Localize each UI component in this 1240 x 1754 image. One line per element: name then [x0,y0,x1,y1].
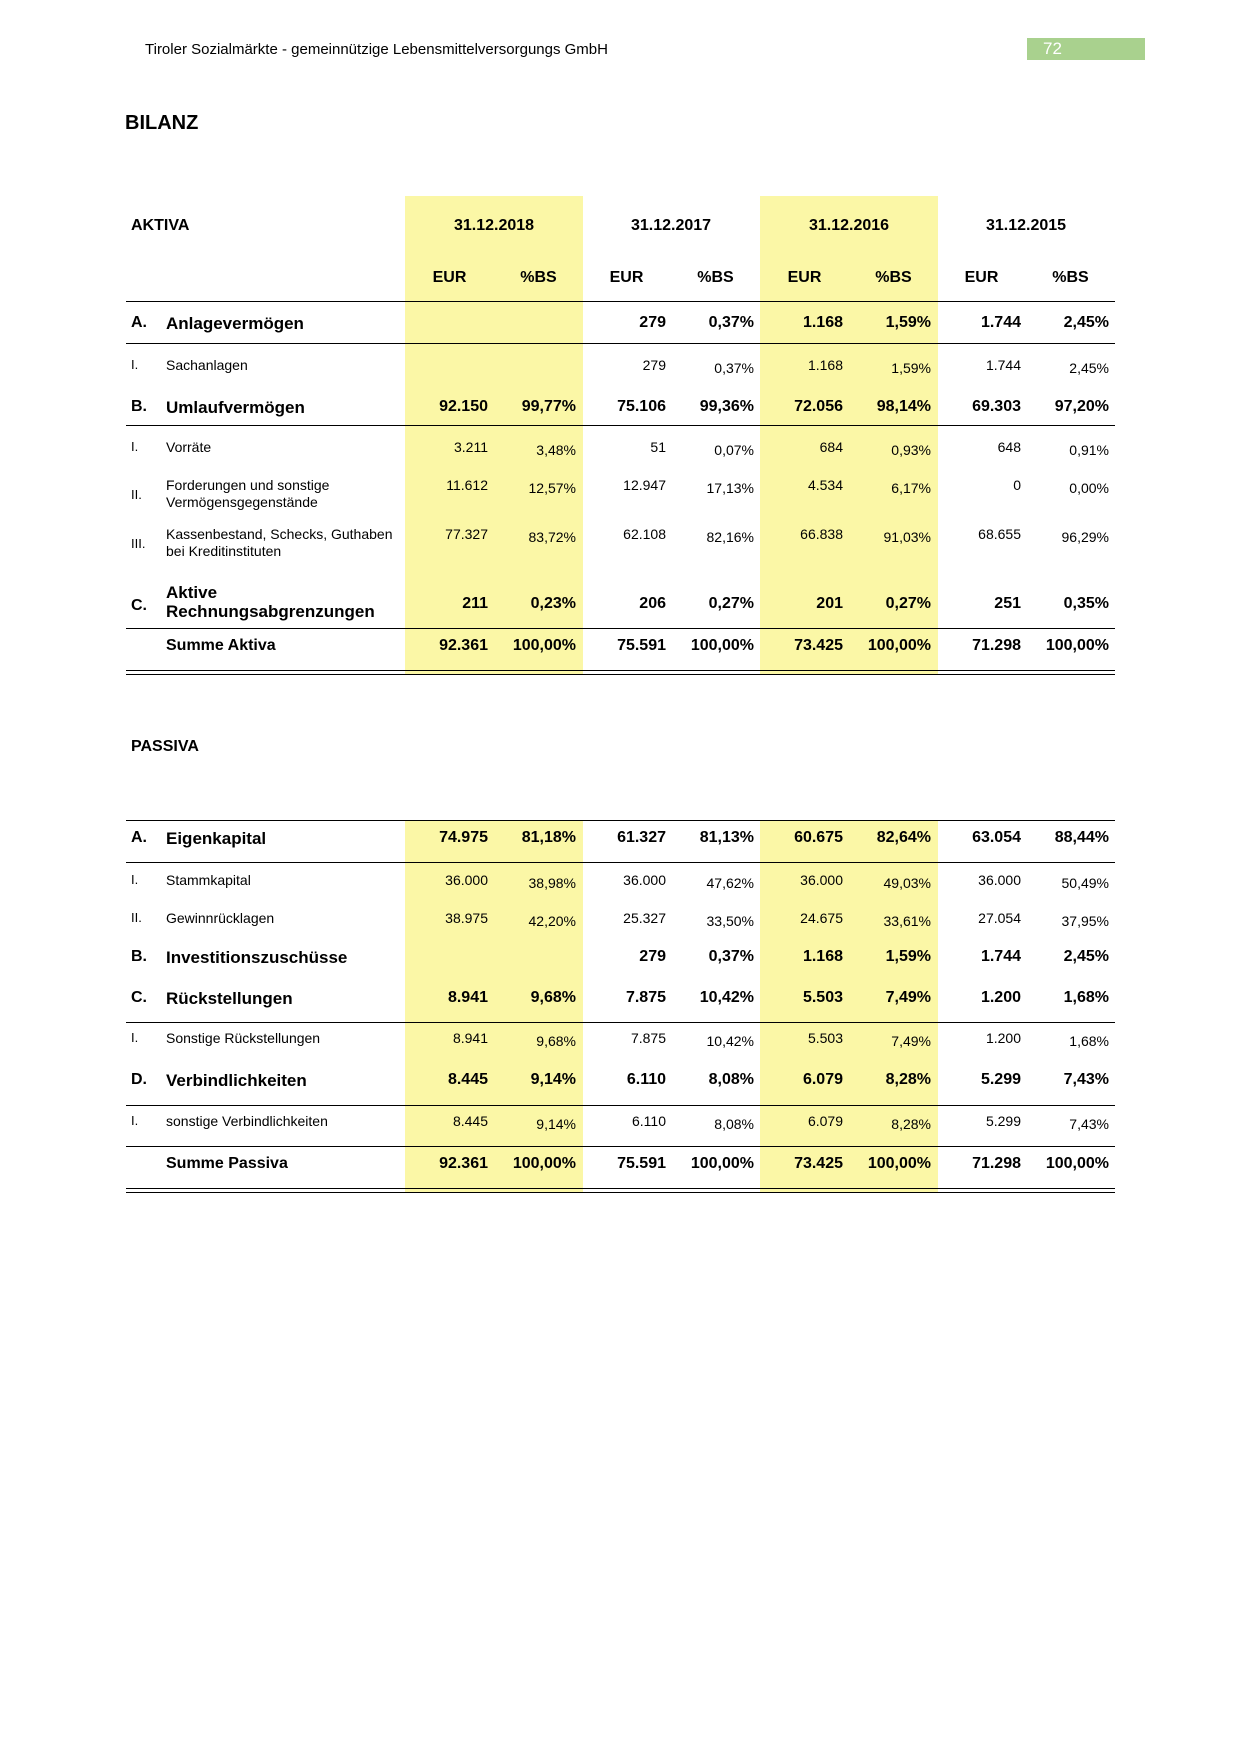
row-label: Anlagevermögen [166,314,304,333]
value-cell-eur: 36.000 [800,872,843,888]
value-cell-eur: 0 [1013,477,1021,493]
value-cell-percent: 0,37% [714,360,754,376]
row-label-line: Aktive [166,583,218,602]
value-cell-percent: 10,42% [699,989,754,1006]
value-cell-percent: 49,03% [883,875,931,891]
value-cell-percent: 12,57% [528,480,576,496]
value-cell-percent: 2,45% [1063,314,1109,331]
value-cell-percent: 81,18% [521,829,576,846]
value-cell-eur: 75.106 [617,398,666,415]
value-cell-percent: 38,98% [528,875,576,891]
row-number: II. [131,487,142,502]
value-cell-percent: 0,35% [1063,595,1109,612]
value-cell-percent: 37,95% [1061,913,1109,929]
table-double-rule [126,670,1115,675]
value-cell-eur: 5.503 [802,989,843,1006]
value-cell-percent: 99,77% [521,398,576,415]
row-label: Summe Passiva [166,1155,288,1172]
value-cell-eur: 8.941 [452,1030,488,1046]
value-cell-percent: 9,14% [530,1071,576,1088]
value-cell-percent: 100,00% [512,1155,576,1172]
value-cell-percent: 0,37% [708,948,754,965]
value-cell-percent: 0,27% [708,595,754,612]
value-cell-percent: 1,59% [885,314,931,331]
value-cell-percent: 0,00% [1069,480,1109,496]
value-cell-eur: 51 [650,439,666,455]
value-cell-eur: 72.056 [794,398,843,415]
table-rule [126,628,1115,629]
aktiva-row [0,637,1240,667]
row-label-line: Vermögensgegenstände [166,494,318,510]
table-double-rule [126,1188,1115,1193]
value-cell-percent: 8,08% [714,1116,754,1132]
value-cell-eur: 7.875 [630,1030,666,1046]
passiva-row [0,910,1240,940]
value-cell-eur: 8.941 [447,989,488,1006]
value-cell-eur: 60.675 [794,829,843,846]
passiva-row [0,829,1240,859]
passiva-row [0,989,1240,1019]
value-cell-eur: 5.299 [985,1113,1021,1129]
row-number: III. [131,536,146,551]
value-cell-percent: 8,28% [891,1116,931,1132]
table-rule [126,820,1115,821]
value-cell-eur: 7.875 [625,989,666,1006]
value-cell-percent: 3,48% [536,442,576,458]
column-header-pct: %BS [1052,269,1089,286]
column-header-eur: EUR [432,269,467,286]
passiva-row [0,1155,1240,1185]
value-cell-eur: 211 [462,595,488,612]
value-cell-eur: 71.298 [972,637,1021,654]
value-cell-eur: 251 [994,595,1021,612]
value-cell-percent: 7,49% [891,1033,931,1049]
table-rule [126,301,1115,302]
page-title: BILANZ [125,112,199,134]
value-cell-eur: 1.744 [985,357,1021,373]
value-cell-eur: 4.534 [807,477,843,493]
value-cell-percent: 98,14% [876,398,931,415]
value-cell-eur: 62.108 [623,526,666,542]
value-cell-eur: 92.150 [439,398,488,415]
row-number: I. [131,1113,139,1128]
row-label: Stammkapital [166,872,251,888]
value-cell-percent: 100,00% [690,1155,754,1172]
row-number: C. [131,597,147,614]
value-cell-eur: 8.445 [452,1113,488,1129]
table-rule [126,1105,1115,1106]
value-cell-eur: 1.168 [802,314,843,331]
value-cell-eur: 11.612 [446,477,488,493]
passiva-row [0,1030,1240,1060]
value-cell-percent: 100,00% [1045,637,1109,654]
value-cell-eur: 684 [819,439,843,455]
value-cell-eur: 6.110 [626,1071,666,1088]
aktiva-section-label: AKTIVA [131,217,190,234]
passiva-row [0,1071,1240,1101]
table-rule [126,1022,1115,1023]
value-cell-eur: 1.744 [980,314,1021,331]
value-cell-eur: 1.168 [802,948,843,965]
row-number: A. [131,314,147,331]
row-number: B. [131,948,147,965]
value-cell-eur: 5.299 [980,1071,1021,1088]
row-number: A. [131,829,147,846]
row-number: I. [131,1030,139,1045]
value-cell-eur: 71.298 [972,1155,1021,1172]
row-label: Vorräte [166,439,212,455]
passiva-section-label: PASSIVA [131,738,199,755]
year-header: 31.12.2017 [630,217,712,234]
value-cell-eur: 3.211 [454,439,488,455]
value-cell-eur: 68.655 [978,526,1021,542]
value-cell-percent: 6,17% [891,480,931,496]
value-cell-eur: 6.079 [807,1113,843,1129]
row-label: Umlaufvermögen [166,398,305,417]
value-cell-percent: 1,68% [1069,1033,1109,1049]
value-cell-eur: 66.838 [800,526,843,542]
value-cell-percent: 7,43% [1069,1116,1109,1132]
row-label: sonstige Verbindlichkeiten [166,1113,328,1129]
year-header: 31.12.2016 [808,217,890,234]
value-cell-eur: 1.168 [807,357,843,373]
aktiva-row [0,439,1240,469]
value-cell-eur: 77.327 [445,526,488,542]
row-label: Sonstige Rückstellungen [166,1030,321,1046]
value-cell-percent: 82,64% [876,829,931,846]
value-cell-percent: 0,07% [714,442,754,458]
column-header-eur: EUR [609,269,644,286]
year-header: 31.12.2015 [985,217,1067,234]
value-cell-percent: 9,14% [536,1116,576,1132]
document-header-title: Tiroler Sozialmärkte - gemeinnützige Lebensmittelversorgungs GmbH [145,41,608,58]
aktiva-row [0,477,1240,510]
year-header: 31.12.2018 [453,217,535,234]
value-cell-percent: 7,49% [885,989,931,1006]
value-cell-percent: 88,44% [1054,829,1109,846]
value-cell-percent: 100,00% [867,637,931,654]
value-cell-percent: 81,13% [699,829,754,846]
value-cell-percent: 82,16% [706,529,754,545]
value-cell-eur: 75.591 [617,637,666,654]
row-label: Investitionszuschüsse [166,948,348,967]
row-number: I. [131,357,139,372]
value-cell-percent: 8,08% [708,1071,754,1088]
aktiva-row [0,314,1240,344]
row-label: Summe Aktiva [166,637,276,654]
value-cell-percent: 50,49% [1061,875,1109,891]
value-cell-percent: 0,23% [530,595,576,612]
value-cell-percent: 33,50% [706,913,754,929]
value-cell-eur: 1.200 [985,1030,1021,1046]
value-cell-eur: 61.327 [617,829,666,846]
value-cell-percent: 42,20% [528,913,576,929]
row-label-line: Kassenbestand, Schecks, Guthaben [166,526,393,542]
row-number: D. [131,1071,147,1088]
value-cell-percent: 100,00% [512,637,576,654]
row-label [166,583,375,621]
value-cell-eur: 8.445 [447,1071,488,1088]
aktiva-row [0,398,1240,428]
row-number: II. [131,910,142,925]
value-cell-percent: 100,00% [1045,1155,1109,1172]
row-label: Sachanlagen [166,357,248,373]
row-label-line: Rechnungsabgrenzungen [166,602,375,621]
value-cell-percent: 100,00% [867,1155,931,1172]
value-cell-eur: 279 [642,357,666,373]
value-cell-percent: 10,42% [706,1033,754,1049]
value-cell-eur: 36.000 [978,872,1021,888]
column-header-pct: %BS [520,269,557,286]
page-number-badge: 72 [1027,38,1145,60]
row-number: C. [131,989,147,1006]
value-cell-percent: 0,93% [891,442,931,458]
passiva-row [0,948,1240,978]
column-header-eur: EUR [964,269,999,286]
aktiva-row [0,357,1240,387]
column-header-eur: EUR [787,269,822,286]
value-cell-percent: 7,43% [1063,1071,1109,1088]
value-cell-percent: 1,59% [891,360,931,376]
value-cell-eur: 92.361 [439,1155,488,1172]
value-cell-eur: 63.054 [972,829,1021,846]
value-cell-eur: 75.591 [617,1155,666,1172]
row-label-line: Forderungen und sonstige [166,477,330,493]
value-cell-percent: 96,29% [1061,529,1109,545]
value-cell-eur: 69.303 [972,398,1021,415]
row-number: I. [131,872,139,887]
passiva-row [0,1113,1240,1143]
value-cell-eur: 24.675 [800,910,843,926]
value-cell-percent: 1,59% [885,948,931,965]
value-cell-percent: 2,45% [1063,948,1109,965]
value-cell-percent: 2,45% [1069,360,1109,376]
value-cell-percent: 0,37% [708,314,754,331]
value-cell-eur: 206 [639,595,666,612]
value-cell-eur: 27.054 [978,910,1021,926]
value-cell-eur: 6.110 [632,1113,666,1129]
value-cell-eur: 648 [997,439,1021,455]
value-cell-percent: 0,27% [885,595,931,612]
column-header-pct: %BS [875,269,912,286]
value-cell-eur: 5.503 [807,1030,843,1046]
row-label: Rückstellungen [166,989,293,1008]
value-cell-eur: 73.425 [794,1155,843,1172]
value-cell-eur: 36.000 [445,872,488,888]
value-cell-percent: 99,36% [699,398,754,415]
aktiva-row [0,526,1240,559]
value-cell-percent: 47,62% [706,875,754,891]
value-cell-eur: 201 [816,595,843,612]
value-cell-eur: 1.744 [980,948,1021,965]
value-cell-percent: 33,61% [883,913,931,929]
value-cell-eur: 6.079 [802,1071,843,1088]
value-cell-eur: 279 [639,314,666,331]
table-rule [126,862,1115,863]
row-label [166,526,392,560]
row-label: Gewinnrücklagen [166,910,275,926]
table-rule [126,1146,1115,1147]
value-cell-eur: 25.327 [623,910,666,926]
row-number: I. [131,439,139,454]
value-cell-eur: 73.425 [794,637,843,654]
column-header-pct: %BS [697,269,734,286]
value-cell-eur: 1.200 [980,989,1021,1006]
value-cell-eur: 36.000 [623,872,666,888]
value-cell-percent: 83,72% [528,529,576,545]
value-cell-percent: 97,20% [1054,398,1109,415]
aktiva-row [0,583,1240,621]
value-cell-percent: 1,68% [1063,989,1109,1006]
value-cell-eur: 12.947 [623,477,666,493]
value-cell-eur: 92.361 [439,637,488,654]
value-cell-eur: 74.975 [439,829,488,846]
row-label-line: bei Kreditinstituten [166,543,282,559]
value-cell-percent: 0,91% [1069,442,1109,458]
value-cell-eur: 38.975 [445,910,488,926]
value-cell-percent: 9,68% [536,1033,576,1049]
value-cell-percent: 91,03% [883,529,931,545]
row-number: B. [131,398,147,415]
value-cell-percent: 9,68% [530,989,576,1006]
value-cell-percent: 8,28% [885,1071,931,1088]
value-cell-percent: 17,13% [706,480,754,496]
row-label [166,477,329,511]
value-cell-eur: 279 [639,948,666,965]
value-cell-percent: 100,00% [690,637,754,654]
row-label: Eigenkapital [166,829,267,848]
passiva-row [0,872,1240,902]
row-label: Verbindlichkeiten [166,1071,307,1090]
